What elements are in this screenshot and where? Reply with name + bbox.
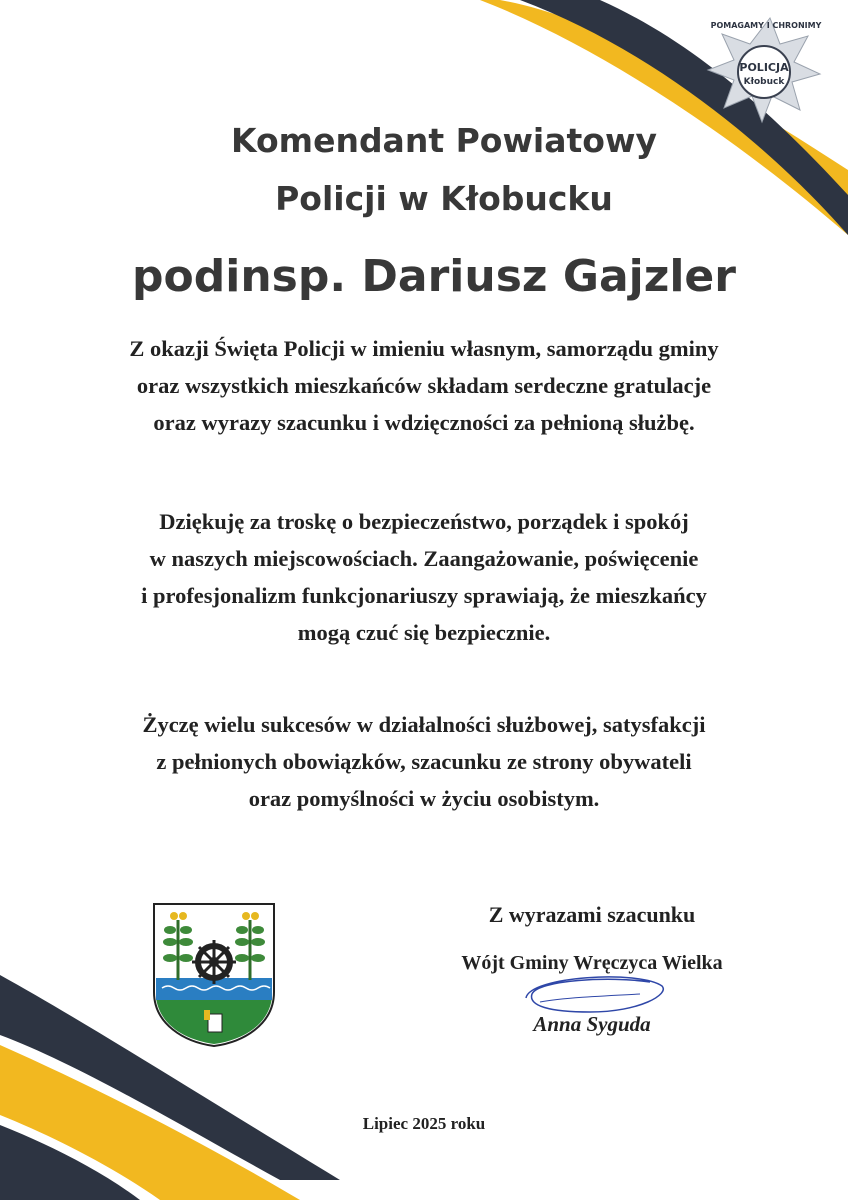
header-title-line-1: Komendant Powiatowy bbox=[231, 121, 657, 160]
closing-greeting: Z wyrazami szacunku bbox=[488, 902, 696, 927]
paragraph-2 bbox=[0, 503, 848, 651]
paragraph-line: Życzę wielu sukcesów w działalności służbowej, satysfakcji bbox=[142, 712, 706, 737]
coat-of-arms-icon bbox=[152, 902, 276, 1048]
header-title-line-2: Policji w Kłobucku bbox=[275, 179, 613, 218]
paragraph-3 bbox=[0, 706, 848, 817]
logo-arc-text: POMAGAMY I CHRONIMY bbox=[710, 21, 822, 30]
paragraph-1 bbox=[0, 330, 848, 441]
police-badge-logo bbox=[700, 14, 840, 126]
paragraph-line: oraz wszystkich mieszkańców składam serdeczne gratulacje bbox=[136, 373, 712, 398]
document-date: Lipiec 2025 roku bbox=[362, 1114, 486, 1133]
closing-title: Wójt Gminy Wręczyca Wielka bbox=[461, 952, 723, 974]
recipient-name: podinsp. Dariusz Gajzler bbox=[132, 251, 736, 302]
paragraph-line: Dziękuję za troskę o bezpieczeństwo, porządek i spokój bbox=[159, 509, 689, 534]
paragraph-line: oraz wyrazy szacunku i wdzięczności za pełnioną służbę. bbox=[153, 410, 695, 435]
logo-main-text: POLICJA bbox=[739, 61, 789, 74]
paragraph-line: mogą czuć się bezpiecznie. bbox=[297, 620, 551, 645]
paragraph-line: z pełnionych obowiązków, szacunku ze strony obywateli bbox=[156, 749, 692, 774]
paragraph-line: w naszych miejscowościach. Zaangażowanie, poświęcenie bbox=[149, 546, 699, 571]
signatory-name: Anna Syguda bbox=[533, 1012, 651, 1036]
paragraph-line: Z okazji Święta Policji w imieniu własnym, samorządu gminy bbox=[129, 336, 719, 361]
paragraph-line: i profesjonalizm funkcjonariuszy sprawiają, że mieszkańcy bbox=[141, 583, 707, 608]
logo-city-text: Kłobuck bbox=[743, 77, 785, 87]
paragraph-line: oraz pomyślności w życiu osobistym. bbox=[248, 786, 600, 811]
